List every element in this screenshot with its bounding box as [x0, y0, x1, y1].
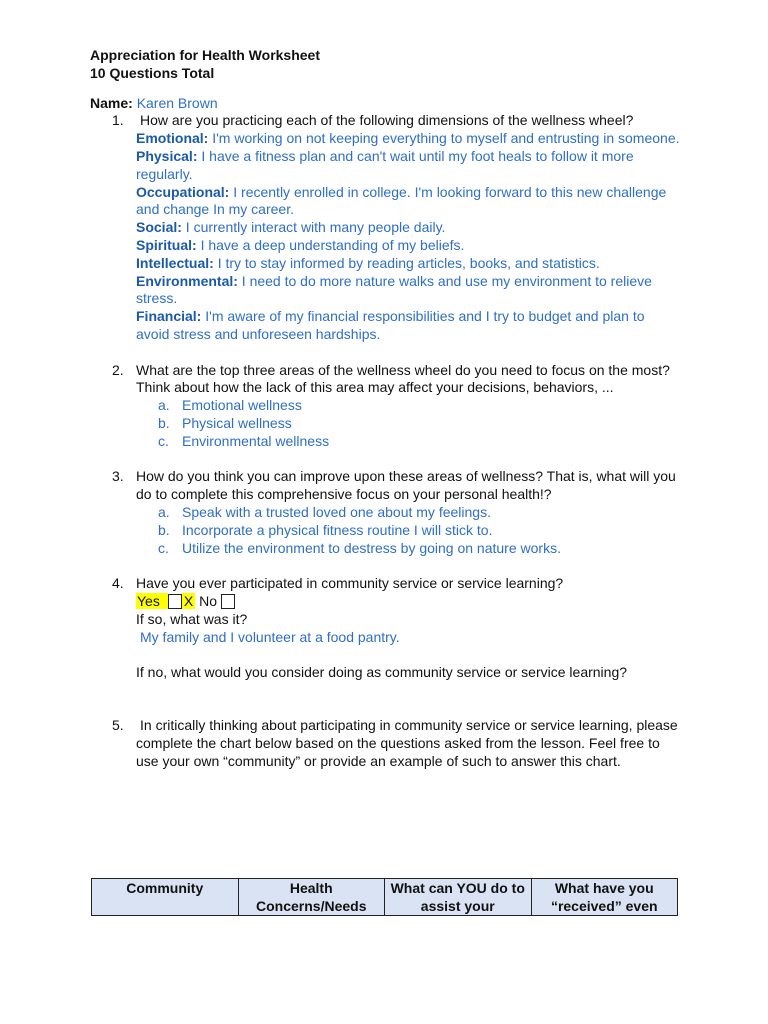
- no-label: No: [199, 592, 217, 609]
- question-3: [90, 468, 680, 557]
- table-header-health-concerns: Health Concerns/Needs: [238, 879, 385, 916]
- if-no-prompt: If no, what would you consider doing as community service or service learning?: [136, 664, 628, 681]
- dimension-environmental: [136, 273, 680, 309]
- question-number: 5.: [112, 717, 124, 734]
- question-4: [90, 575, 680, 682]
- no-checkbox[interactable]: [221, 594, 235, 609]
- question-text: What are the top three areas of the wellness wheel do you need to focus on the most? Think about how the lack of this area may affect your decisions, behaviors, ...: [136, 361, 670, 396]
- answer-item: [158, 433, 680, 451]
- answer-text: Physical wellness: [182, 414, 292, 431]
- dimension-answer: I have a fitness plan and can't wait until my foot heals to follow it more regularly.: [136, 147, 634, 182]
- dimension-label: Occupational:: [136, 183, 230, 200]
- dimension-answer: I currently interact with many people daily.: [185, 219, 446, 236]
- question-number: 4.: [112, 575, 124, 592]
- if-so-prompt: If so, what was it?: [136, 610, 248, 627]
- table-header-what-can-you-do: What can YOU do to assist your: [385, 879, 532, 916]
- dimension-label: Physical:: [136, 147, 198, 164]
- dimension-answer: I have a deep understanding of my beliefs.: [200, 236, 465, 253]
- answer-letter: c.: [158, 539, 169, 556]
- question-number: 1.: [112, 112, 124, 129]
- student-name-line: [90, 95, 680, 113]
- dimension-label: Social:: [136, 219, 182, 236]
- table-header-what-received: What have you “received” even: [531, 879, 678, 916]
- dimension-answer: I'm working on not keeping everything to myself and entrusting in someone.: [212, 130, 680, 147]
- worksheet-subtitle: 10 Questions Total: [90, 64, 215, 81]
- question-text: Have you ever participated in community service or service learning?: [136, 575, 564, 592]
- dimension-label: Financial:: [136, 308, 202, 325]
- answer-text: Incorporate a physical fitness routine I will stick to.: [182, 521, 493, 538]
- dimension-label: Intellectual:: [136, 254, 214, 271]
- dimension-social: [136, 219, 680, 237]
- question-2: [90, 362, 680, 451]
- answer-letter: c.: [158, 432, 169, 449]
- question-number: 2.: [112, 361, 124, 378]
- name-label: Name:: [90, 94, 133, 111]
- question-text: In critically thinking about participating in community service or service learning, please complete the chart below based on the questions asked from the lesson. Feel free to use your own “community” or provide an example of such to answer this chart.: [136, 717, 678, 770]
- dimension-answer: I recently enrolled in college. I'm looking forward to this new challenge and change In my career.: [136, 183, 667, 218]
- dimension-physical: [136, 148, 680, 184]
- name-value: Karen Brown: [136, 94, 218, 111]
- answer-text: Emotional wellness: [182, 397, 302, 414]
- question-number: 3.: [112, 468, 124, 485]
- answer-text: Speak with a trusted loved one about my feelings.: [182, 503, 491, 520]
- worksheet-page: [90, 47, 680, 771]
- x-mark: X: [183, 592, 194, 609]
- dimension-spiritual: [136, 237, 680, 255]
- dimension-label: Emotional:: [136, 130, 209, 147]
- dimension-label: Environmental:: [136, 272, 238, 289]
- answer-item: [158, 415, 680, 433]
- question-1: [90, 112, 680, 343]
- answer-item: [158, 540, 680, 558]
- answer-letter: b.: [158, 414, 170, 431]
- answer-letter: a.: [158, 503, 170, 520]
- answer-item: [158, 522, 680, 540]
- answer-item: [158, 504, 680, 522]
- answer-letter: a.: [158, 397, 170, 414]
- dimension-answer: I'm aware of my financial responsibilities and I try to budget and plan to avoid stress and unforeseen hardships.: [136, 308, 645, 342]
- dimension-financial: [136, 308, 680, 344]
- yes-no-options: [136, 593, 680, 611]
- dimension-emotional: [136, 130, 680, 148]
- question-text: How are you practicing each of the following dimensions of the wellness wheel?: [140, 112, 634, 129]
- dimension-answer: I need to do more nature walks and use my environment to relieve stress.: [136, 272, 652, 307]
- question-text: How do you think you can improve upon these areas of wellness? That is, what will you do to complete this comprehensive focus on your personal health!?: [136, 468, 676, 503]
- answer-letter: b.: [158, 521, 170, 538]
- dimension-occupational: [136, 184, 680, 220]
- dimension-answer: I try to stay informed by reading articles, books, and statistics.: [217, 254, 600, 271]
- yes-checkbox[interactable]: [168, 594, 182, 609]
- if-so-answer: My family and I volunteer at a food pantry.: [140, 628, 400, 645]
- dimension-label: Spiritual:: [136, 236, 197, 253]
- answer-text: Utilize the environment to destress by going on nature works.: [182, 539, 561, 556]
- dimension-intellectual: [136, 255, 680, 273]
- yes-label: Yes: [136, 593, 168, 609]
- question-5: [90, 717, 680, 770]
- table-header-row: [92, 879, 678, 916]
- table-header-community: Community: [92, 879, 239, 916]
- answer-text: Environmental wellness: [182, 432, 330, 449]
- community-service-chart: [91, 878, 678, 916]
- answer-item: [158, 397, 680, 415]
- worksheet-title: Appreciation for Health Worksheet: [90, 47, 321, 63]
